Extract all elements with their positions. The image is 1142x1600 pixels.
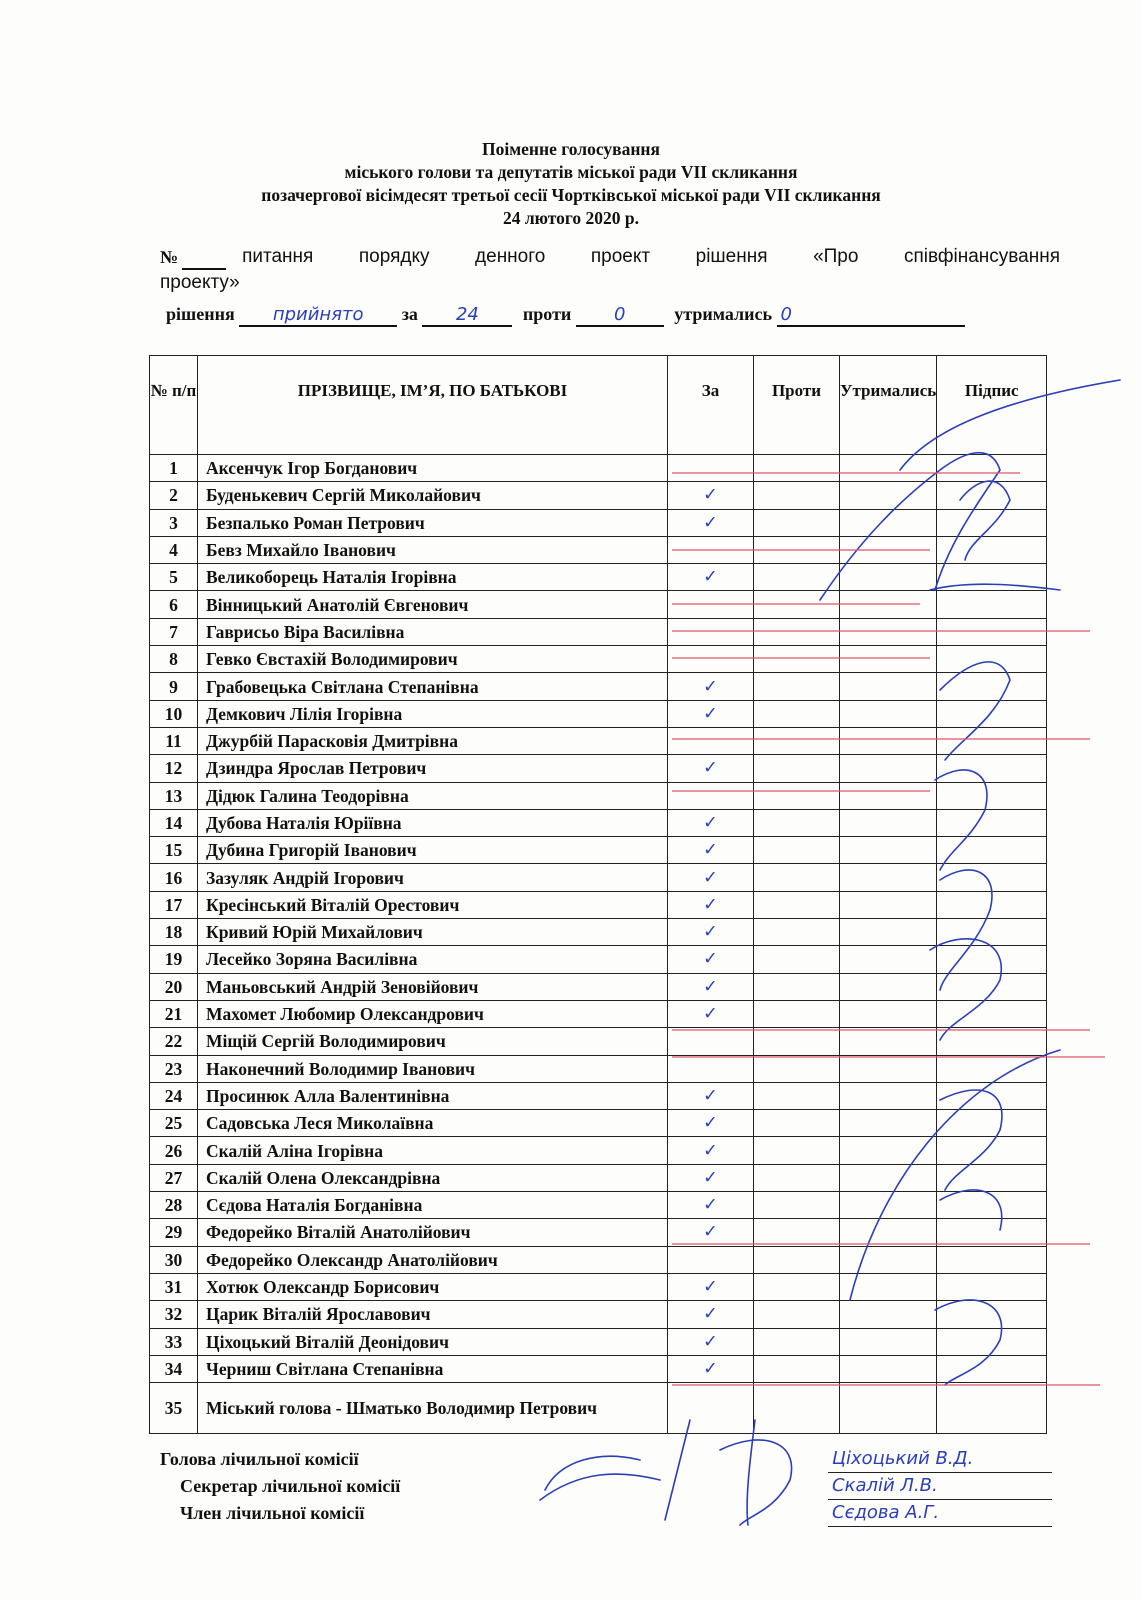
row-number: 24 bbox=[150, 1082, 198, 1109]
signature-cell bbox=[937, 536, 1047, 563]
vote-abstain-cell bbox=[840, 919, 937, 946]
col-signature-header: Підпис bbox=[937, 356, 1047, 455]
table-row bbox=[150, 1164, 1047, 1191]
deputy-name: Кривий Юрій Михайлович bbox=[198, 919, 668, 946]
header-session: позачергової вісімдесят третьої сесії Чортківської міської ради VII скликання bbox=[261, 185, 881, 205]
vote-for-mark: ✓ bbox=[668, 973, 754, 1000]
table-row bbox=[150, 536, 1047, 563]
deputy-name: Джурбій Парасковія Дмитрівна bbox=[198, 727, 668, 754]
vote-abstain-cell bbox=[840, 727, 937, 754]
signature-cell bbox=[937, 700, 1047, 727]
table-row bbox=[150, 919, 1047, 946]
abstain-label: утримались bbox=[674, 304, 772, 324]
vote-for-mark: ✓ bbox=[668, 837, 754, 864]
signature-cell bbox=[937, 1082, 1047, 1109]
issue-line bbox=[160, 244, 1060, 296]
vote-abstain-cell bbox=[840, 1383, 937, 1434]
signature-cell bbox=[937, 1110, 1047, 1137]
table-row bbox=[150, 1355, 1047, 1382]
table-row bbox=[150, 1137, 1047, 1164]
member-name-handwritten: Сєдова А.Г. bbox=[828, 1500, 1052, 1527]
deputy-name: Міщій Сергій Володимирович bbox=[198, 1028, 668, 1055]
vote-for-mark: ✓ bbox=[668, 564, 754, 591]
vote-against-cell bbox=[754, 755, 840, 782]
deputy-name: Ціхоцький Віталій Деонідович bbox=[198, 1328, 668, 1355]
row-number: 31 bbox=[150, 1273, 198, 1300]
row-number: 27 bbox=[150, 1164, 198, 1191]
vote-against-cell bbox=[754, 509, 840, 536]
row-number: 10 bbox=[150, 700, 198, 727]
signature-cell bbox=[937, 891, 1047, 918]
table-row bbox=[150, 509, 1047, 536]
vote-against-cell bbox=[754, 1219, 840, 1246]
vote-for-mark bbox=[668, 1055, 754, 1082]
signature-cell bbox=[937, 1246, 1047, 1273]
header-date: 24 лютого 2020 р. bbox=[502, 208, 640, 228]
vote-against-cell bbox=[754, 673, 840, 700]
vote-against-cell bbox=[754, 1192, 840, 1219]
vote-against-cell bbox=[754, 482, 840, 509]
row-number: 7 bbox=[150, 618, 198, 645]
table-row bbox=[150, 755, 1047, 782]
vote-against-cell bbox=[754, 700, 840, 727]
vote-for-mark: ✓ bbox=[668, 1219, 754, 1246]
vote-abstain-cell bbox=[840, 755, 937, 782]
vote-against-cell bbox=[754, 1000, 840, 1027]
vote-abstain-cell bbox=[840, 1328, 937, 1355]
vote-abstain-cell bbox=[840, 1164, 937, 1191]
signature-cell bbox=[937, 809, 1047, 836]
row-number: 33 bbox=[150, 1328, 198, 1355]
table-header-row bbox=[150, 356, 1047, 455]
vote-for-mark bbox=[668, 646, 754, 673]
signature-cell bbox=[937, 973, 1047, 1000]
row-number: 15 bbox=[150, 837, 198, 864]
deputy-name: Сєдова Наталія Богданівна bbox=[198, 1192, 668, 1219]
signature-cell bbox=[937, 1137, 1047, 1164]
vote-abstain-cell bbox=[840, 1219, 937, 1246]
vote-for-mark: ✓ bbox=[668, 1164, 754, 1191]
table-row bbox=[150, 1301, 1047, 1328]
vote-abstain-cell bbox=[840, 946, 937, 973]
vote-abstain-cell bbox=[840, 536, 937, 563]
vote-for-mark bbox=[668, 1246, 754, 1273]
table-row bbox=[150, 1028, 1047, 1055]
col-for-header: За bbox=[668, 356, 754, 455]
decision-result: прийнято bbox=[239, 304, 397, 327]
deputy-name: Гевко Євстахій Володимирович bbox=[198, 646, 668, 673]
abstain-count: 0 bbox=[777, 304, 965, 327]
vote-against-cell bbox=[754, 1028, 840, 1055]
vote-abstain-cell bbox=[840, 1082, 937, 1109]
row-number: 28 bbox=[150, 1192, 198, 1219]
vote-for-mark: ✓ bbox=[668, 891, 754, 918]
vote-against-cell bbox=[754, 646, 840, 673]
vote-for-mark: ✓ bbox=[668, 919, 754, 946]
vote-against-cell bbox=[754, 618, 840, 645]
table-row bbox=[150, 1192, 1047, 1219]
vote-against-cell bbox=[754, 946, 840, 973]
against-label: проти bbox=[522, 304, 572, 324]
vote-abstain-cell bbox=[840, 700, 937, 727]
vote-against-cell bbox=[754, 591, 840, 618]
deputy-name: Аксенчук Ігор Богданович bbox=[198, 455, 668, 482]
table-row bbox=[150, 1055, 1047, 1082]
table-row bbox=[150, 591, 1047, 618]
deputy-name: Дубова Наталія Юріївна bbox=[198, 809, 668, 836]
vote-against-cell bbox=[754, 973, 840, 1000]
row-number: 5 bbox=[150, 564, 198, 591]
vote-for-mark bbox=[668, 536, 754, 563]
row-number: 22 bbox=[150, 1028, 198, 1055]
decision-label: рішення bbox=[166, 304, 235, 324]
vote-against-cell bbox=[754, 1355, 840, 1382]
table-row bbox=[150, 727, 1047, 754]
vote-for-mark: ✓ bbox=[668, 1137, 754, 1164]
vote-for-mark bbox=[668, 1383, 754, 1434]
vote-for-mark: ✓ bbox=[668, 700, 754, 727]
vote-for-mark: ✓ bbox=[668, 509, 754, 536]
signature-cell bbox=[937, 509, 1047, 536]
table-row bbox=[150, 1110, 1047, 1137]
vote-against-cell bbox=[754, 1246, 840, 1273]
signature-cell bbox=[937, 1028, 1047, 1055]
table-row bbox=[150, 946, 1047, 973]
vote-for-mark: ✓ bbox=[668, 1355, 754, 1382]
deputy-name: Демкович Лілія Ігорівна bbox=[198, 700, 668, 727]
against-count: 0 bbox=[576, 304, 664, 327]
table-row bbox=[150, 482, 1047, 509]
vote-for-mark bbox=[668, 618, 754, 645]
vote-for-mark: ✓ bbox=[668, 673, 754, 700]
vote-abstain-cell bbox=[840, 646, 937, 673]
vote-for-mark bbox=[668, 591, 754, 618]
vote-against-cell bbox=[754, 809, 840, 836]
table-row bbox=[150, 673, 1047, 700]
commission-secretary-label: Секретар лічильної комісії bbox=[180, 1476, 401, 1496]
vote-against-cell bbox=[754, 1328, 840, 1355]
vote-abstain-cell bbox=[840, 455, 937, 482]
row-number: 18 bbox=[150, 919, 198, 946]
deputy-name: Лесейко Зоряна Василівна bbox=[198, 946, 668, 973]
deputy-name: Дідюк Галина Теодорівна bbox=[198, 782, 668, 809]
vote-abstain-cell bbox=[840, 837, 937, 864]
table-row bbox=[150, 1328, 1047, 1355]
table-row bbox=[150, 1000, 1047, 1027]
deputy-name: Федорейко Олександр Анатолійович bbox=[198, 1246, 668, 1273]
signature-cell bbox=[937, 591, 1047, 618]
table-row bbox=[150, 891, 1047, 918]
deputy-name: Буденькевич Сергій Миколайович bbox=[198, 482, 668, 509]
vote-against-cell bbox=[754, 1110, 840, 1137]
deputy-name: Зазуляк Андрій Ігорович bbox=[198, 864, 668, 891]
deputy-name: Гаврисьо Віра Василівна bbox=[198, 618, 668, 645]
vote-abstain-cell bbox=[840, 618, 937, 645]
row-number: 6 bbox=[150, 591, 198, 618]
vote-for-mark: ✓ bbox=[668, 1192, 754, 1219]
table-row bbox=[150, 1246, 1047, 1273]
voting-table bbox=[149, 355, 1047, 1434]
deputy-name: Черниш Світлана Степанівна bbox=[198, 1355, 668, 1382]
vote-against-cell bbox=[754, 727, 840, 754]
vote-abstain-cell bbox=[840, 1273, 937, 1300]
signature-cell bbox=[937, 1219, 1047, 1246]
issue-text-cont: проекту» bbox=[160, 272, 240, 293]
deputy-name: Скалій Олена Олександрівна bbox=[198, 1164, 668, 1191]
row-number: 16 bbox=[150, 864, 198, 891]
row-number: 20 bbox=[150, 973, 198, 1000]
deputy-name: Міський голова - Шматько Володимир Петрович bbox=[198, 1383, 668, 1434]
vote-against-cell bbox=[754, 1164, 840, 1191]
signature-cell bbox=[937, 1055, 1047, 1082]
signature-cell bbox=[937, 755, 1047, 782]
col-abstain-header: Утримались bbox=[840, 356, 937, 455]
header-subtitle: міського голови та депутатів міської ради VII скликання bbox=[344, 162, 798, 182]
col-against-header: Проти bbox=[754, 356, 840, 455]
vote-abstain-cell bbox=[840, 1246, 937, 1273]
vote-abstain-cell bbox=[840, 1110, 937, 1137]
issue-number-label: № bbox=[160, 247, 179, 267]
vote-abstain-cell bbox=[840, 1055, 937, 1082]
vote-for-mark: ✓ bbox=[668, 1301, 754, 1328]
signature-cell bbox=[937, 646, 1047, 673]
row-number: 9 bbox=[150, 673, 198, 700]
vote-abstain-cell bbox=[840, 782, 937, 809]
signature-cell bbox=[937, 727, 1047, 754]
row-number: 25 bbox=[150, 1110, 198, 1137]
vote-for-mark: ✓ bbox=[668, 946, 754, 973]
vote-against-cell bbox=[754, 919, 840, 946]
vote-against-cell bbox=[754, 564, 840, 591]
row-number: 26 bbox=[150, 1137, 198, 1164]
vote-abstain-cell bbox=[840, 482, 937, 509]
row-number: 14 bbox=[150, 809, 198, 836]
vote-for-mark: ✓ bbox=[668, 1082, 754, 1109]
signature-cell bbox=[937, 1328, 1047, 1355]
signature-cell bbox=[937, 1000, 1047, 1027]
row-number: 1 bbox=[150, 455, 198, 482]
table-row bbox=[150, 455, 1047, 482]
row-number: 30 bbox=[150, 1246, 198, 1273]
signature-cell bbox=[937, 482, 1047, 509]
vote-against-cell bbox=[754, 782, 840, 809]
row-number: 34 bbox=[150, 1355, 198, 1382]
commission-footer bbox=[160, 1446, 400, 1527]
row-number: 4 bbox=[150, 536, 198, 563]
vote-against-cell bbox=[754, 1383, 840, 1434]
vote-against-cell bbox=[754, 455, 840, 482]
table-row bbox=[150, 700, 1047, 727]
for-label: за bbox=[401, 304, 418, 324]
row-number: 29 bbox=[150, 1219, 198, 1246]
row-number: 13 bbox=[150, 782, 198, 809]
table-row bbox=[150, 1273, 1047, 1300]
vote-against-cell bbox=[754, 1273, 840, 1300]
vote-for-mark: ✓ bbox=[668, 1000, 754, 1027]
deputy-name: Скалій Аліна Ігорівна bbox=[198, 1137, 668, 1164]
table-row bbox=[150, 1383, 1047, 1434]
signature-cell bbox=[937, 837, 1047, 864]
issue-text: питання порядку денного проект рішення «Про співфінансування bbox=[242, 246, 1060, 267]
vote-for-mark: ✓ bbox=[668, 1328, 754, 1355]
chair-name-handwritten: Ціхоцький В.Д. bbox=[828, 1446, 1052, 1473]
row-number: 12 bbox=[150, 755, 198, 782]
deputy-name: Просинюк Алла Валентинівна bbox=[198, 1082, 668, 1109]
vote-for-mark bbox=[668, 782, 754, 809]
signature-cell bbox=[937, 1301, 1047, 1328]
vote-abstain-cell bbox=[840, 864, 937, 891]
deputy-name: Великоборець Наталія Ігорівна bbox=[198, 564, 668, 591]
table-row bbox=[150, 973, 1047, 1000]
signature-cell bbox=[937, 782, 1047, 809]
vote-for-mark: ✓ bbox=[668, 1273, 754, 1300]
deputy-name: Царик Віталій Ярославович bbox=[198, 1301, 668, 1328]
vote-for-mark: ✓ bbox=[668, 1110, 754, 1137]
table-row bbox=[150, 646, 1047, 673]
row-number: 32 bbox=[150, 1301, 198, 1328]
decision-line bbox=[166, 304, 1066, 327]
table-row bbox=[150, 782, 1047, 809]
vote-abstain-cell bbox=[840, 509, 937, 536]
deputy-name: Дзиндра Ярослав Петрович bbox=[198, 755, 668, 782]
table-row bbox=[150, 618, 1047, 645]
table-row bbox=[150, 864, 1047, 891]
row-number: 3 bbox=[150, 509, 198, 536]
vote-for-mark: ✓ bbox=[668, 482, 754, 509]
vote-abstain-cell bbox=[840, 809, 937, 836]
table-row bbox=[150, 837, 1047, 864]
commission-chair-label: Голова лічильної комісії bbox=[160, 1449, 359, 1469]
row-number: 2 bbox=[150, 482, 198, 509]
deputy-name: Вінницький Анатолій Євгенович bbox=[198, 591, 668, 618]
deputy-name: Бевз Михайло Іванович bbox=[198, 536, 668, 563]
for-count: 24 bbox=[422, 304, 512, 327]
vote-for-mark bbox=[668, 1028, 754, 1055]
row-number: 23 bbox=[150, 1055, 198, 1082]
deputy-name: Наконечний Володимир Іванович bbox=[198, 1055, 668, 1082]
vote-abstain-cell bbox=[840, 1137, 937, 1164]
table-row bbox=[150, 1082, 1047, 1109]
table-row bbox=[150, 564, 1047, 591]
vote-abstain-cell bbox=[840, 1301, 937, 1328]
row-number: 8 bbox=[150, 646, 198, 673]
row-number: 19 bbox=[150, 946, 198, 973]
header-title: Поіменне голосування bbox=[482, 139, 660, 159]
signature-cell bbox=[937, 618, 1047, 645]
vote-against-cell bbox=[754, 837, 840, 864]
col-name-header: ПРІЗВИЩЕ, ІМ’Я, ПО БАТЬКОВІ bbox=[198, 356, 668, 455]
vote-for-mark: ✓ bbox=[668, 755, 754, 782]
signature-cell bbox=[937, 455, 1047, 482]
deputy-name: Грабовецька Світлана Степанівна bbox=[198, 673, 668, 700]
issue-number-blank bbox=[182, 244, 226, 270]
table-row bbox=[150, 1219, 1047, 1246]
vote-against-cell bbox=[754, 1301, 840, 1328]
signature-cell bbox=[937, 1192, 1047, 1219]
vote-abstain-cell bbox=[840, 1000, 937, 1027]
row-number: 11 bbox=[150, 727, 198, 754]
vote-abstain-cell bbox=[840, 673, 937, 700]
vote-against-cell bbox=[754, 1055, 840, 1082]
commission-member-label: Член лічильної комісії bbox=[180, 1503, 365, 1523]
vote-abstain-cell bbox=[840, 891, 937, 918]
deputy-name: Маньовський Андрій Зеновійович bbox=[198, 973, 668, 1000]
signature-cell bbox=[937, 1273, 1047, 1300]
signature-cell bbox=[937, 673, 1047, 700]
deputy-name: Хотюк Олександр Борисович bbox=[198, 1273, 668, 1300]
vote-against-cell bbox=[754, 891, 840, 918]
signature-cell bbox=[937, 946, 1047, 973]
signature-cell bbox=[937, 919, 1047, 946]
vote-abstain-cell bbox=[840, 564, 937, 591]
vote-against-cell bbox=[754, 1137, 840, 1164]
vote-abstain-cell bbox=[840, 973, 937, 1000]
col-num-header: № п/п bbox=[150, 356, 198, 455]
row-number: 21 bbox=[150, 1000, 198, 1027]
table-row bbox=[150, 809, 1047, 836]
vote-against-cell bbox=[754, 1082, 840, 1109]
signature-cell bbox=[937, 564, 1047, 591]
vote-abstain-cell bbox=[840, 1192, 937, 1219]
secretary-name-handwritten: Скалій Л.В. bbox=[828, 1473, 1052, 1500]
vote-for-mark bbox=[668, 455, 754, 482]
vote-for-mark bbox=[668, 727, 754, 754]
deputy-name: Безпалько Роман Петрович bbox=[198, 509, 668, 536]
signature-cell bbox=[937, 1355, 1047, 1382]
signature-cell bbox=[937, 864, 1047, 891]
deputy-name: Дубина Григорій Іванович bbox=[198, 837, 668, 864]
vote-for-mark: ✓ bbox=[668, 809, 754, 836]
vote-abstain-cell bbox=[840, 1355, 937, 1382]
vote-against-cell bbox=[754, 864, 840, 891]
signature-cell bbox=[937, 1164, 1047, 1191]
deputy-name: Федорейко Віталій Анатолійович bbox=[198, 1219, 668, 1246]
document-header bbox=[0, 138, 1142, 230]
row-number: 17 bbox=[150, 891, 198, 918]
vote-abstain-cell bbox=[840, 591, 937, 618]
vote-for-mark: ✓ bbox=[668, 864, 754, 891]
vote-abstain-cell bbox=[840, 1028, 937, 1055]
commission-names bbox=[828, 1446, 1052, 1527]
deputy-name: Садовська Леся Миколаївна bbox=[198, 1110, 668, 1137]
row-number: 35 bbox=[150, 1383, 198, 1434]
signature-cell bbox=[937, 1383, 1047, 1434]
vote-against-cell bbox=[754, 536, 840, 563]
deputy-name: Кресінський Віталій Орестович bbox=[198, 891, 668, 918]
deputy-name: Махомет Любомир Олександрович bbox=[198, 1000, 668, 1027]
